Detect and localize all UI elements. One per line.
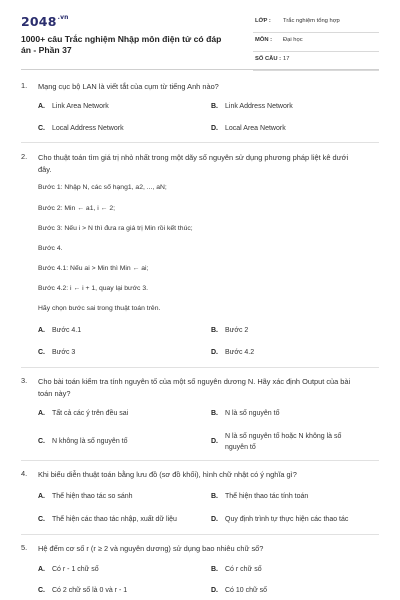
option-text: Tất cả các ý trên đều sai	[52, 410, 129, 417]
meta-value: Trắc nghiệm tổng hợp	[283, 18, 340, 24]
option-text: Thể hiện thao tác so sánh	[52, 493, 133, 500]
option-key: B.	[211, 410, 218, 417]
option-text-line-2: nguyên tố	[225, 444, 256, 451]
option-key: D.	[211, 438, 218, 445]
option-d[interactable]	[211, 587, 267, 594]
option-b[interactable]	[211, 327, 248, 334]
option-key: A.	[38, 103, 45, 110]
option-a[interactable]	[38, 566, 99, 573]
meta-row-subject	[253, 33, 379, 52]
question-text: Mạng cục bộ LAN là viết tắt của cụm từ tiếng Anh nào?	[38, 82, 219, 91]
option-key: D.	[211, 587, 218, 594]
option-c[interactable]	[38, 516, 177, 523]
option-c[interactable]	[38, 349, 75, 356]
option-text-line-1: N là số nguyên tố hoặc N không là số	[225, 433, 342, 440]
question-text-line-2: đây.	[38, 165, 52, 174]
question-prompt: Hãy chọn bước sai trong thuật toán trên.	[38, 305, 161, 312]
option-b[interactable]	[211, 493, 308, 500]
option-text: Local Area Network	[225, 125, 286, 132]
algorithm-step: Bước 1: Nhập N, các số hạng1, a2, ..., aN;	[38, 184, 167, 191]
question-divider	[21, 367, 379, 368]
option-text: Có 2 chữ số là 0 và r - 1	[52, 587, 128, 594]
option-text: Bước 4.2	[225, 349, 255, 356]
meta-table	[253, 14, 379, 71]
option-a[interactable]	[38, 327, 81, 334]
question-divider	[21, 534, 379, 535]
option-text: Quy định trình tự thực hiện các thao tác	[225, 516, 349, 523]
site-logo[interactable]	[21, 14, 69, 29]
option-text: Link Area Network	[52, 103, 109, 110]
question-number: 5.	[21, 543, 28, 552]
option-text: Bước 3	[52, 349, 76, 356]
option-key: A.	[38, 493, 45, 500]
meta-value: 17	[283, 56, 290, 62]
question-text-line-1: Cho thuật toán tìm giá trị nhỏ nhất trong một dãy số nguyên sử dụng phương pháp liệt kê dưới	[38, 153, 349, 162]
option-key: B.	[211, 327, 218, 334]
question-number: 3.	[21, 376, 28, 385]
option-text: Có r chữ số	[225, 566, 262, 573]
question-text-line-2: toán này?	[38, 389, 71, 398]
option-b[interactable]	[211, 103, 293, 110]
question-text-line-1: Cho bài toán kiểm tra tính nguyên tố của một số nguyên dương N. Hãy xác định Output của bài	[38, 377, 351, 386]
algorithm-step: Bước 4.1: Nếu ai > Min thì Min ← ai;	[38, 265, 149, 272]
option-key: B.	[211, 103, 218, 110]
option-text: Bước 2	[225, 327, 249, 334]
logo-text: 2048	[21, 14, 57, 29]
option-key: A.	[38, 410, 45, 417]
logo-suffix: .vn	[57, 14, 69, 21]
meta-value: Đại học	[283, 37, 303, 43]
question-text: Hệ đếm cơ số r (r ≥ 2 và nguyên dương) sử dụng bao nhiêu chữ số?	[38, 544, 264, 553]
question-number: 1.	[21, 81, 28, 90]
option-key: A.	[38, 327, 45, 334]
question-divider	[21, 460, 379, 461]
algorithm-step: Bước 4.	[38, 245, 63, 252]
header-divider	[21, 69, 379, 70]
question-text: Khi biểu diễn thuật toán bằng lưu đồ (sơ đồ khối), hình chữ nhật có ý nghĩa gì?	[38, 470, 297, 479]
meta-label: SỐ CÂU :	[255, 56, 282, 62]
option-text: Thể hiện các thao tác nhập, xuất dữ liệu	[52, 516, 177, 523]
meta-label: MÔN :	[255, 37, 273, 43]
question-number: 4.	[21, 469, 28, 478]
option-a[interactable]	[38, 410, 128, 417]
option-c[interactable]	[38, 438, 128, 445]
option-key: D.	[211, 349, 218, 356]
option-a[interactable]	[38, 103, 109, 110]
option-key: D.	[211, 125, 218, 132]
option-text: N là số nguyên tố	[225, 410, 280, 417]
option-d[interactable]	[211, 516, 348, 523]
option-c[interactable]	[38, 125, 124, 132]
option-text: Có r - 1 chữ số	[52, 566, 99, 573]
question-divider	[21, 142, 379, 143]
option-key: C.	[38, 349, 45, 356]
option-key: B.	[211, 493, 218, 500]
option-key: B.	[211, 566, 218, 573]
algorithm-step: Bước 3: Nếu i > N thì đưa ra giá trị Min rồi kết thúc;	[38, 225, 193, 232]
option-text: N không là số nguyên tố	[52, 438, 128, 445]
option-key: C.	[38, 516, 45, 523]
meta-label: LỚP :	[255, 18, 271, 24]
option-d[interactable]	[211, 125, 286, 132]
option-c[interactable]	[38, 587, 127, 594]
page-title: 1000+ câu Trắc nghiệm Nhập môn điện tử có đáp án - Phần 37	[21, 34, 222, 55]
option-d[interactable]	[211, 349, 254, 356]
option-text: Local Address Network	[52, 125, 124, 132]
option-text: Link Address Network	[225, 103, 293, 110]
option-text: Bước 4.1	[52, 327, 82, 334]
option-b[interactable]	[211, 566, 262, 573]
question-number: 2.	[21, 152, 28, 161]
option-key: A.	[38, 566, 45, 573]
option-b[interactable]	[211, 410, 279, 417]
option-text: Có 10 chữ số	[225, 587, 268, 594]
algorithm-step: Bước 4.2: i ← i + 1, quay lại bước 3.	[38, 285, 149, 292]
option-text	[225, 431, 375, 453]
meta-row-class	[253, 14, 379, 33]
option-key: C.	[38, 125, 45, 132]
option-text: Thể hiện thao tác tính toán	[225, 493, 309, 500]
option-key: D.	[211, 516, 218, 523]
option-a[interactable]	[38, 493, 133, 500]
option-key: C.	[38, 587, 45, 594]
algorithm-step: Bước 2: Min ← a1, i ← 2;	[38, 205, 115, 212]
option-key: C.	[38, 438, 45, 445]
